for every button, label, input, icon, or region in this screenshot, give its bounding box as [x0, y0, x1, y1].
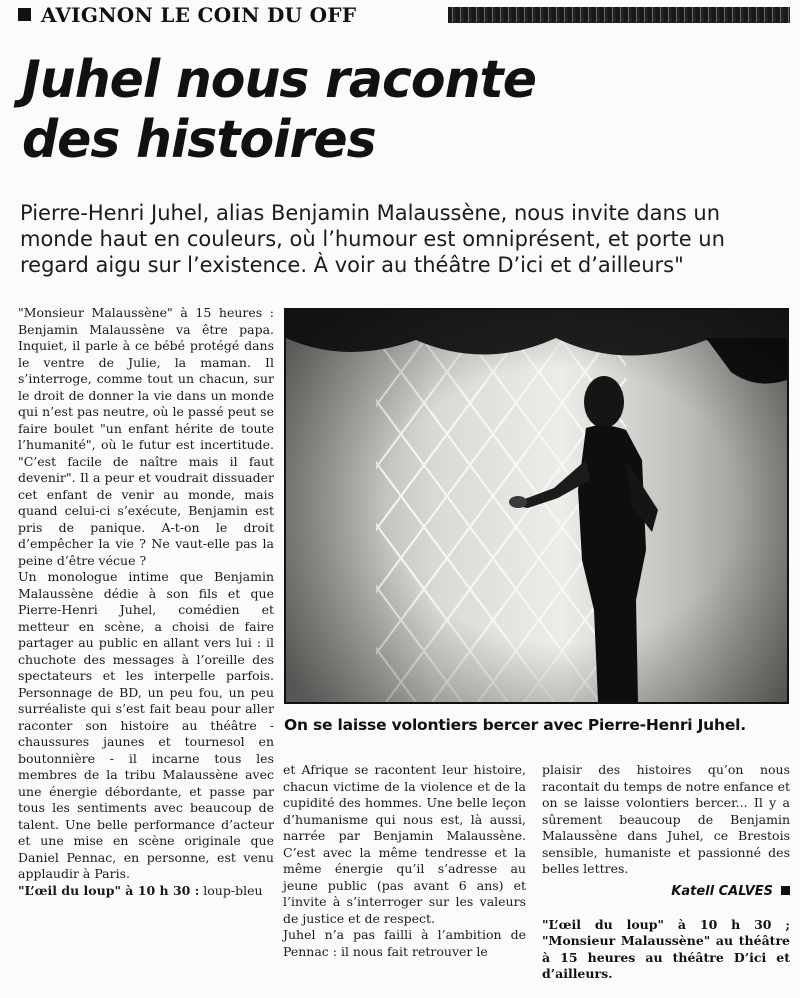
- author-name: Katell CALVES: [671, 883, 773, 899]
- column-2: [283, 762, 526, 960]
- column-3: [542, 762, 790, 983]
- headline-line-2: des histoires: [22, 110, 376, 170]
- column-2-paragraph-2: Juhel n’a pas failli à l’ambition de Pennac : il nous fait retrouver le: [283, 927, 526, 959]
- kicker-square-icon: [18, 8, 31, 21]
- section-kicker-bar: [15, 3, 790, 27]
- column-1-paragraph-2: Un monologue intime que Benjamin Malaussène dédie à son fils et que Pierre-Henri Juhel, comédien et metteur en scène, a choisi de faire partager au public en allant vers lui : il chuchote des messages à l’oreille des spectateurs et les interpelle parfois. Personnage de BD, un peu fou, un peu surréaliste qui s’est fait beau pour aller raconter son histoire au théâtre - chaussures jaunes et tournesol en boutonnière - il incarne tous les membres de la tribu Malaussène avec une énergie débordante, et passe par tous les sentiments avec beaucoup de talent. Une belle performance d’acteur et une mise en scène originale que Daniel Pennac, en personne, est venu applaudir à Paris.: [18, 569, 274, 881]
- photo-caption: On se laisse volontiers bercer avec Pierre-Henri Juhel.: [284, 716, 746, 734]
- headline-line-1: Juhel nous raconte: [22, 50, 536, 110]
- headline: [22, 50, 701, 170]
- column-2-paragraph-1: et Afrique se racontent leur histoire, chacun victime de la violence et de la cupidité des hommes. Une belle leçon d’humanisme qui nous est, là aussi, narrée par Benjamin Malaussène. C’est avec la même tendresse et la même énergie qu’il s’adresse au jeune public (pas avant 6 ans) et l’invite à s’interroger sur les valeurs de justice et de respect.: [283, 762, 526, 926]
- show-info: "L’œil du loup" à 10 h 30 ; "Monsieur Malaussène" au théâtre à 15 heures au théâtre D’ici et d’ailleurs.: [542, 916, 790, 981]
- byline: [542, 884, 790, 899]
- stage-photo: [284, 308, 789, 704]
- show-title-bold: "L’œil du loup" à 10 h 30 :: [18, 882, 200, 898]
- column-1-paragraph-3: [18, 883, 274, 900]
- column-1-paragraph-1: "Monsieur Malaussène" à 15 heures : Benjamin Malaussène va être papa. Inquiet, il parle à ce bébé protégé dans le ventre de Julie, la maman. Il s’interroge, comme tout un chacun, sur le droit de donner la vie dans un monde qui n’est pas neutre, où le passé peut se faire boulet "un enfant hérite de toute l’humanité", où le futur est incertitude. "C’est facile de naître mais il faut devenir". Il a peur et voudrait dissuader cet enfant de venir au monde, mais quand celui-ci s’exécute, Benjamin est pris de panique. A-t-on le droit d’empêcher la vie ? Ne vaut-elle pas la peine d’être vécue ?: [18, 305, 274, 568]
- lead-paragraph: Pierre-Henri Juhel, alias Benjamin Malaussène, nous invite dans un monde haut en couleurs, où l’humour est omniprésent, et porte un regard aigu sur l’existence. À voir au théâtre D’ici et d’ailleurs": [20, 201, 725, 277]
- column-1: [18, 305, 274, 899]
- stage-photo-image: [286, 310, 787, 702]
- end-square-icon: [781, 886, 790, 895]
- column-1-paragraph-3-rest: loup-bleu: [199, 882, 263, 898]
- column-3-paragraph-1: plaisir des histoires qu’on nous racontait du temps de notre enfance et on se laisse volontiers bercer... Il y a sûrement beaucoup de Benjamin Malaussène dans Juhel, ce Brestois sensible, humaniste et passionné des belles lettres.: [542, 762, 790, 876]
- section-kicker: AVIGNON LE COIN DU OFF: [41, 3, 357, 27]
- kicker-rule: [448, 7, 790, 23]
